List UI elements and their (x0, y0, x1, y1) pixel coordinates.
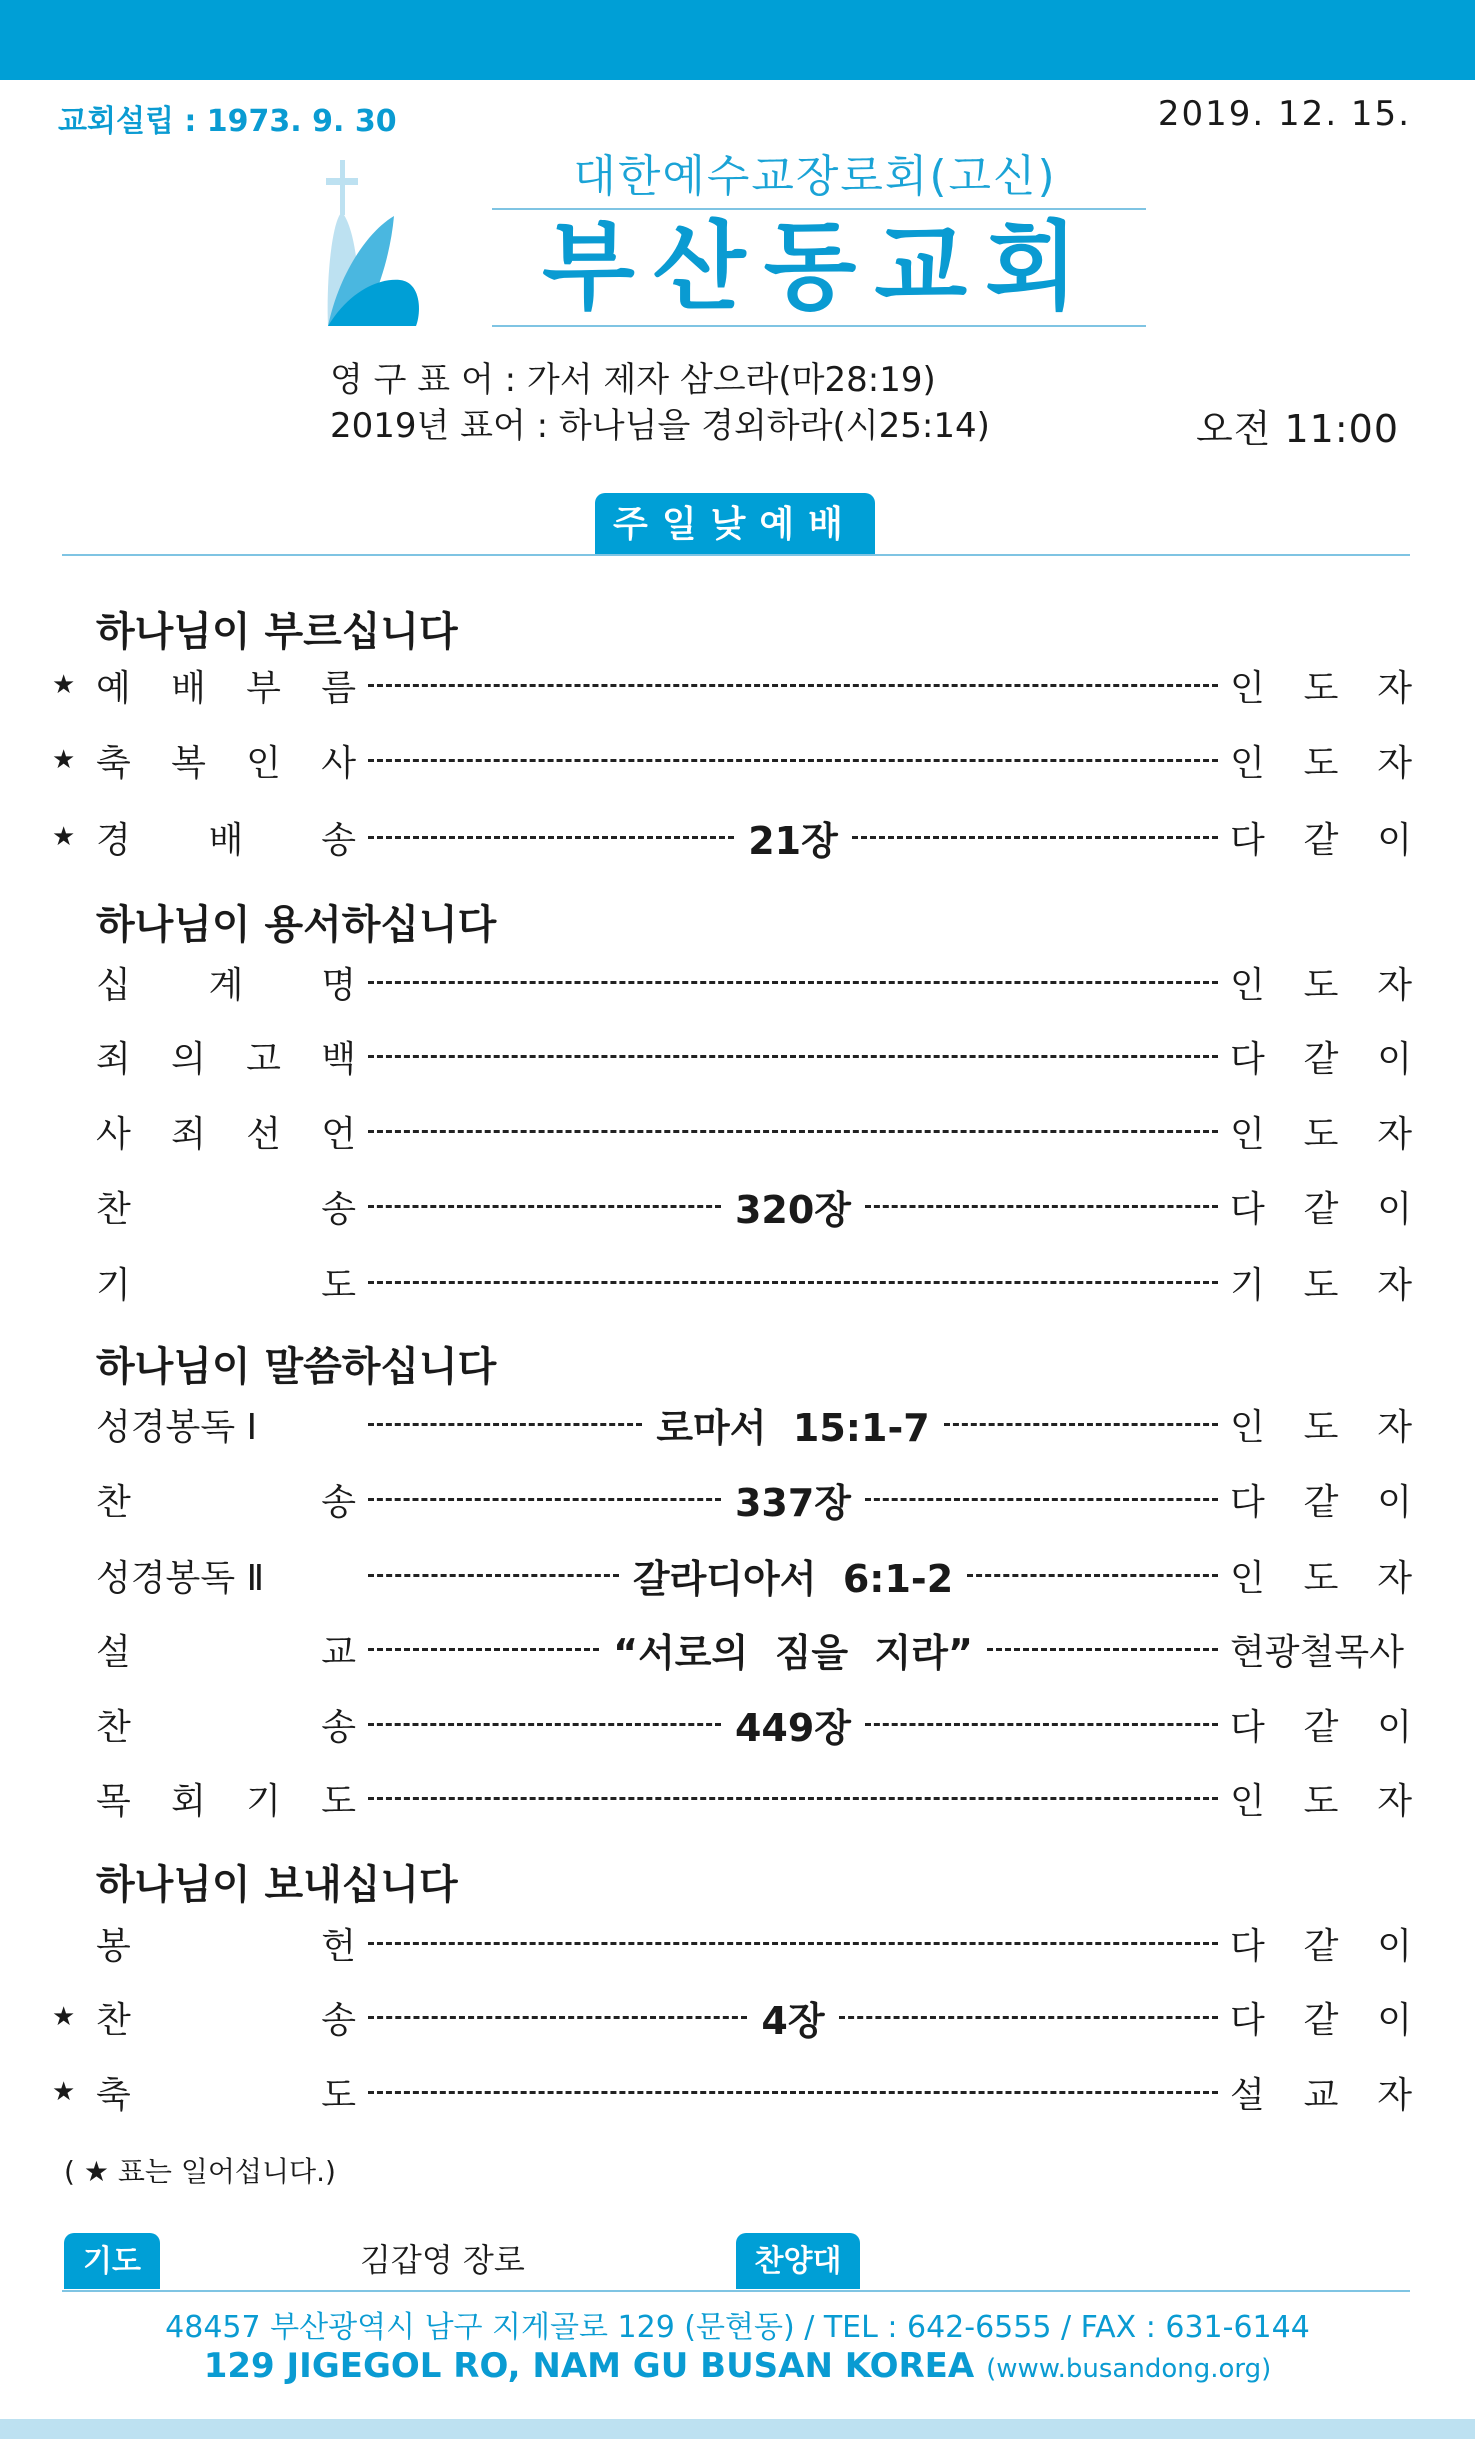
worship-item-detail: 갈라디아서 6:1-2 (632, 1556, 954, 1601)
dotted-leader (368, 1055, 1218, 1058)
dotted-leader (368, 1130, 1218, 1133)
worship-item-label: 경 배 송 (96, 819, 356, 861)
worship-item-detail: 337장 (734, 1480, 852, 1525)
church-cross-logo-icon (320, 160, 480, 330)
worship-row (52, 1105, 1412, 1157)
bottom-band (0, 2419, 1475, 2439)
worship-item-label: 찬 송 (96, 1188, 356, 1230)
worship-row (52, 811, 1412, 863)
dotted-leader (368, 1281, 1218, 1284)
worship-row (52, 1772, 1412, 1824)
worship-item-label: 축 도 (96, 2074, 356, 2116)
prayer-leader: 김갑영 장로 (360, 2241, 525, 2279)
worship-role: 다 같 이 (1230, 1038, 1412, 1080)
address-english (0, 2346, 1475, 2386)
worship-row (52, 734, 1412, 786)
worship-item-label: 목 회 기 도 (96, 1780, 356, 1822)
stand-star-icon: ★ (52, 2077, 76, 2107)
section-title: 하나님이 말씀하십니다 (96, 1344, 497, 1390)
service-divider (62, 554, 1410, 556)
worship-item-label: 찬 송 (96, 1706, 356, 1748)
prayer-tab: 기도 (64, 2233, 160, 2289)
dotted-leader (368, 1942, 1218, 1945)
worship-role: 인 도 자 (1230, 742, 1412, 784)
address-korean: 48457 부산광역시 남구 지게골로 129 (문현동) / TEL : 642-6555 / FAX : 631-6144 (165, 2310, 1310, 2345)
worship-role: 다 같 이 (1230, 1925, 1412, 1967)
worship-row (52, 1991, 1412, 2043)
logo-divider-top (492, 208, 1146, 210)
dotted-leader (368, 1622, 1218, 1677)
worship-item-label: 기 도 (96, 1264, 356, 1306)
worship-role: 인 도 자 (1230, 1557, 1412, 1599)
stand-star-icon: ★ (52, 670, 76, 700)
dotted-leader (368, 1548, 1218, 1603)
dotted-leader (368, 759, 1218, 762)
worship-row (52, 2066, 1412, 2118)
dotted-leader (368, 1990, 1218, 2045)
section-title: 하나님이 용서하십니다 (96, 902, 497, 948)
logo-divider-bottom (492, 325, 1146, 327)
dotted-leader (368, 1179, 1218, 1234)
website-link[interactable]: (www.busandong.org) (986, 2354, 1272, 2384)
worship-item-label: 예 배 부 름 (96, 667, 356, 709)
stand-star-icon: ★ (52, 2002, 76, 2032)
worship-item-label: 설 교 (96, 1631, 356, 1673)
service-title-tab: 주일낮예배 (595, 493, 875, 555)
worship-item-label: 축 복 인 사 (96, 742, 356, 784)
worship-row (52, 1473, 1412, 1525)
dotted-leader (368, 2091, 1218, 2094)
worship-role: 설 교 자 (1230, 2074, 1412, 2116)
worship-item-label: 성경봉독 Ⅱ (96, 1557, 265, 1599)
stand-star-icon: ★ (52, 745, 76, 775)
worship-row (52, 1256, 1412, 1308)
worship-item-label: 사 죄 선 언 (96, 1113, 356, 1155)
dotted-leader (368, 981, 1218, 984)
bulletin-date: 2019. 12. 15. (1157, 94, 1411, 134)
worship-item-detail: 로마서 15:1-7 (656, 1405, 930, 1450)
worship-row (52, 1549, 1412, 1601)
denomination-title: 대한예수교장로회(고신) (573, 151, 1057, 202)
worship-item-detail: 320장 (734, 1187, 852, 1232)
worship-row (52, 1917, 1412, 1969)
worship-row (52, 1623, 1412, 1675)
permanent-motto: 영 구 표 어 : 가서 제자 삼으라(마28:19) (330, 360, 936, 400)
worship-role: 다 같 이 (1230, 1999, 1412, 2041)
worship-role: 인 도 자 (1230, 1406, 1412, 1448)
worship-item-detail: 21장 (748, 818, 838, 863)
dotted-leader (368, 1472, 1218, 1527)
worship-role: 인 도 자 (1230, 1780, 1412, 1822)
worship-role: 인 도 자 (1230, 964, 1412, 1006)
dotted-leader (368, 810, 1218, 865)
worship-row (52, 1180, 1412, 1232)
founded-date: 교회설립 : 1973. 9. 30 (58, 104, 397, 139)
worship-role: 다 같 이 (1230, 1188, 1412, 1230)
address-english-text: 129 JIGEGOL RO, NAM GU BUSAN KOREA (203, 2346, 975, 2386)
worship-item-label: 찬 송 (96, 1481, 356, 1523)
service-time: 오전 11:00 (1195, 407, 1399, 451)
worship-row (52, 956, 1412, 1008)
dotted-leader (368, 1397, 1218, 1452)
worship-row (52, 1698, 1412, 1750)
dotted-leader (368, 684, 1218, 687)
top-banner (0, 0, 1475, 80)
worship-item-label: 성경봉독 Ⅰ (96, 1406, 258, 1448)
stand-star-icon: ★ (52, 822, 76, 852)
standing-note: ( ★ 표는 일어섭니다.) (64, 2155, 336, 2188)
worship-role: 인 도 자 (1230, 1113, 1412, 1155)
worship-item-detail: 4장 (761, 1998, 825, 2043)
worship-role: 다 같 이 (1230, 819, 1412, 861)
worship-item-label: 봉 헌 (96, 1925, 356, 1967)
section-title: 하나님이 보내십니다 (96, 1862, 458, 1908)
church-name: 부산동교회 (542, 211, 1096, 323)
worship-role: 현광철목사 (1230, 1631, 1404, 1673)
worship-role: 다 같 이 (1230, 1706, 1412, 1748)
worship-item-label: 찬 송 (96, 1999, 356, 2041)
year-motto: 2019년 표어 : 하나님을 경외하라(시25:14) (330, 406, 990, 446)
dotted-leader (368, 1797, 1218, 1800)
choir-tab: 찬양대 (736, 2233, 860, 2289)
worship-item-detail: “서로의 짐을 지라” (613, 1630, 973, 1675)
worship-role: 다 같 이 (1230, 1481, 1412, 1523)
worship-item-label: 죄 의 고 백 (96, 1038, 356, 1080)
dotted-leader (368, 1697, 1218, 1752)
worship-row (52, 1030, 1412, 1082)
worship-row (52, 659, 1412, 711)
worship-item-detail: 449장 (734, 1705, 852, 1750)
worship-role: 기 도 자 (1230, 1264, 1412, 1306)
worship-role: 인 도 자 (1230, 667, 1412, 709)
worship-item-label: 십 계 명 (96, 964, 356, 1006)
section-title: 하나님이 부르십니다 (96, 609, 458, 655)
footer-divider (62, 2290, 1410, 2292)
worship-row (52, 1398, 1412, 1450)
